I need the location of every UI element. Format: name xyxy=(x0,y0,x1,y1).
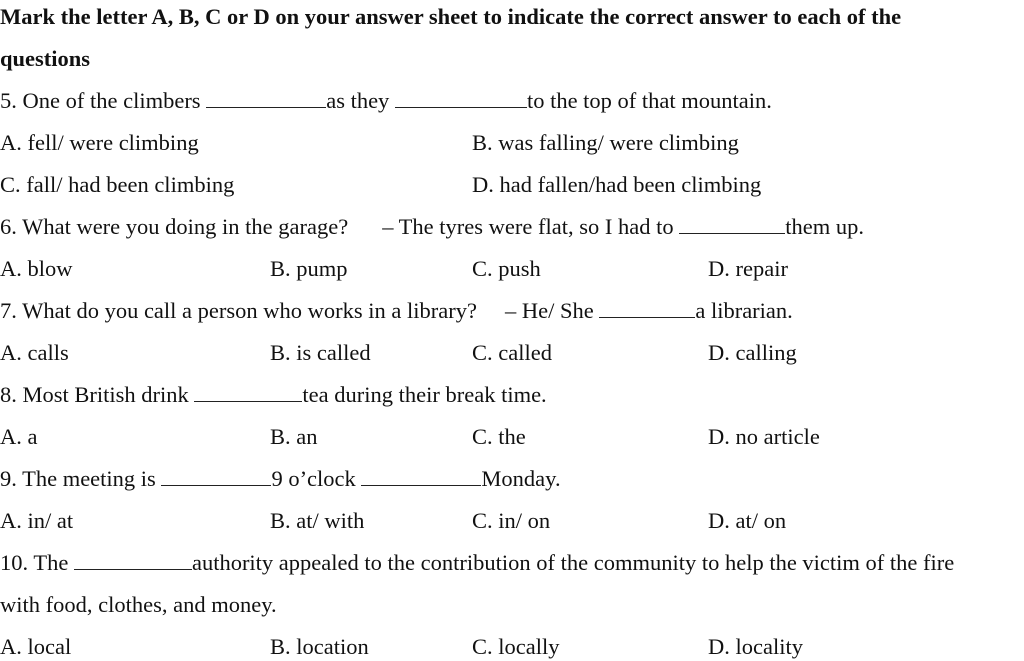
answer-blank xyxy=(206,89,326,108)
question-5-stem xyxy=(0,87,772,115)
question-10-text-2: authority appealed to the contribution of the community to help the victim of the fire xyxy=(191,550,955,575)
answer-blank xyxy=(361,467,481,486)
question-5-option-c[interactable]: C. fall/ had been climbing xyxy=(0,172,235,197)
question-5-option-a[interactable]: A. fell/ were climbing xyxy=(0,130,199,155)
question-8-text-1: 8. Most British drink xyxy=(0,382,195,407)
question-9-option-b[interactable]: B. at/ with xyxy=(270,508,365,533)
question-10-option-a[interactable]: A. local xyxy=(0,634,72,659)
question-9-option-d[interactable]: D. at/ on xyxy=(708,508,787,533)
question-8-option-c[interactable]: C. the xyxy=(472,424,526,449)
question-7-option-c[interactable]: C. called xyxy=(472,340,552,365)
instruction-line-2: questions xyxy=(0,46,91,71)
question-6-option-d[interactable]: D. repair xyxy=(708,256,788,281)
question-9-text-3: Monday. xyxy=(481,466,561,491)
question-6-text-2: – The tyres were flat, so I had to xyxy=(382,214,680,239)
question-5-option-b[interactable]: B. was falling/ were climbing xyxy=(472,130,739,155)
question-8-text-2: tea during their break time. xyxy=(302,382,547,407)
question-5-text-2: as they xyxy=(326,88,395,113)
question-7-text-3: a librarian. xyxy=(695,298,793,323)
question-6-stem xyxy=(0,213,864,241)
answer-blank xyxy=(194,383,302,402)
question-9-text-1: 9. The meeting is xyxy=(0,466,162,491)
question-6-option-c[interactable]: C. push xyxy=(472,256,541,281)
question-7-option-a[interactable]: A. calls xyxy=(0,340,69,365)
question-7-text-1: 7. What do you call a person who works in a library? xyxy=(0,298,477,323)
question-7-stem xyxy=(0,297,793,325)
question-6-text-1: 6. What were you doing in the garage? xyxy=(0,214,349,239)
question-7-option-d[interactable]: D. calling xyxy=(708,340,797,365)
answer-blank xyxy=(74,551,192,570)
question-10-option-c[interactable]: C. locally xyxy=(472,634,560,659)
question-6-option-a[interactable]: A. blow xyxy=(0,256,73,281)
question-6-text-3: them up. xyxy=(785,214,864,239)
question-8-stem xyxy=(0,381,547,409)
question-5-text-1: 5. One of the climbers xyxy=(0,88,207,113)
question-10-stem-continued: with food, clothes, and money. xyxy=(0,592,277,617)
question-9-stem xyxy=(0,465,561,493)
question-6-option-b[interactable]: B. pump xyxy=(270,256,348,281)
question-9-option-c[interactable]: C. in/ on xyxy=(472,508,551,533)
question-9-text-2: 9 o’clock xyxy=(271,466,362,491)
question-9-option-a[interactable]: A. in/ at xyxy=(0,508,74,533)
question-7-text-2: – He/ She xyxy=(504,298,600,323)
question-8-option-b[interactable]: B. an xyxy=(270,424,318,449)
question-10-option-b[interactable]: B. location xyxy=(270,634,369,659)
instruction-line-1: Mark the letter A, B, C or D on your answer sheet to indicate the correct answer to each of the xyxy=(0,4,902,29)
question-8-option-d[interactable]: D. no article xyxy=(708,424,820,449)
question-5-option-d[interactable]: D. had fallen/had been climbing xyxy=(472,172,762,197)
question-10-stem xyxy=(0,549,1024,577)
answer-blank xyxy=(395,89,527,108)
question-7-option-b[interactable]: B. is called xyxy=(270,340,371,365)
question-5-text-3: to the top of that mountain. xyxy=(526,88,772,113)
answer-blank xyxy=(679,215,785,234)
question-10-option-d[interactable]: D. locality xyxy=(708,634,803,659)
answer-blank xyxy=(599,299,695,318)
question-8-option-a[interactable]: A. a xyxy=(0,424,38,449)
answer-blank xyxy=(161,467,271,486)
question-10-text-1: 10. The xyxy=(0,550,74,575)
